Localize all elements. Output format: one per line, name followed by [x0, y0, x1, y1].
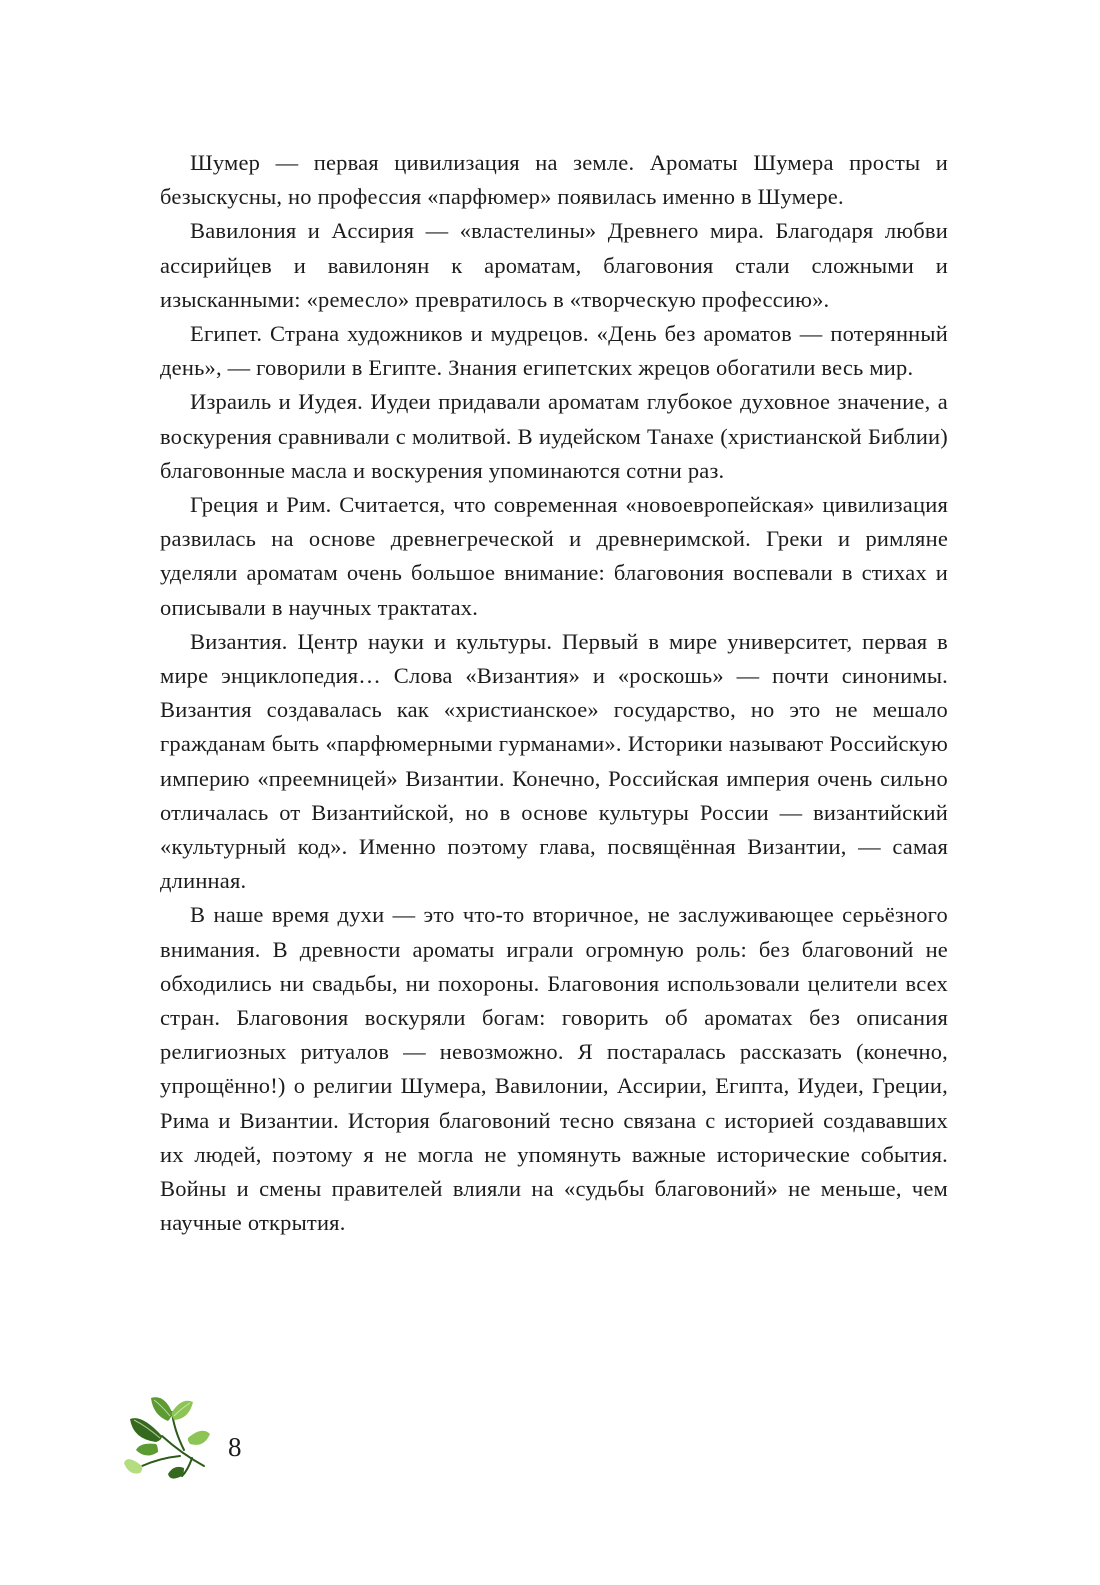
body-text [160, 146, 948, 1241]
paragraph-israel-judea: Израиль и Иудея. Иудеи придавали ароматам глубокое духовное значение, а воскурения сравнивали с молитвой. В иудейском Танахе (христианской Библии) благовонные масла и воскурения упоминаются сотни раз. [160, 389, 948, 483]
paragraph-sumer: Шумер — первая цивилизация на земле. Ароматы Шумера просты и безыскусны, но профессия «парфюмер» появилась именно в Шумере. [160, 150, 948, 210]
paragraph-modern-times: В наше время духи — это что-то вторичное, не заслуживающее серьёзного внимания. В древности ароматы играли огромную роль: без благовоний не обходились ни свадьбы, ни похороны. Благовония использовали целители всех стран. Благовония воскуряли богам: говорить об ароматах без описания религиозных ритуалов — невозможно. Я постаралась рассказать (конечно, упрощённо!) о религии Шумера, Вавилонии, Ассирии, Египта, Иудеи, Греции, Рима и Византии. История благовоний тесно связана с историей создававших их людей, поэтому я не могла не упомянуть важные исторические события. Войны и смены правителей влияли на «судьбы благовоний» не меньше, чем научные открытия. [160, 902, 948, 1236]
paragraph-egypt: Египет. Страна художников и мудрецов. «День без ароматов — потерянный день», — говорили в Египте. Знания египетских жрецов обогатили весь мир. [160, 321, 948, 381]
paragraph-byzantium: Византия. Центр науки и культуры. Первый в мире университет, первая в мире энциклопедия… Слова «Византия» и «роскошь» — почти синонимы. Византия создавалась как «христианское» государство, но это не мешало гражданам быть «парфюмерными гурманами». Историки называют Российскую империю «преемницей» Византии. Конечно, Российская империя очень сильно отличалась от Византийской, но в основе культуры России — византийский «культурный код». Именно поэтому глава, посвящённая Византии, — самая длинная. [160, 628, 948, 894]
paragraph-babylon-assyria: Вавилония и Ассирия — «властелины» Древнего мира. Благодаря любви ассирийцев и вавилонян к ароматам, благовония стали сложными и изысканными: «ремесло» превратилось в «творческую профессию». [160, 218, 948, 312]
page-number: 8 [228, 1431, 242, 1462]
mint-leaves-icon [122, 1392, 222, 1484]
page-footer [122, 1392, 242, 1484]
paragraph-greece-rome: Греция и Рим. Считается, что современная «новоевропейская» цивилизация развилась на основе древнегреческой и древнеримской. Греки и римляне уделяли ароматам очень большое внимание: благовония воспевали в стихах и описывали в научных трактатах. [160, 492, 948, 620]
